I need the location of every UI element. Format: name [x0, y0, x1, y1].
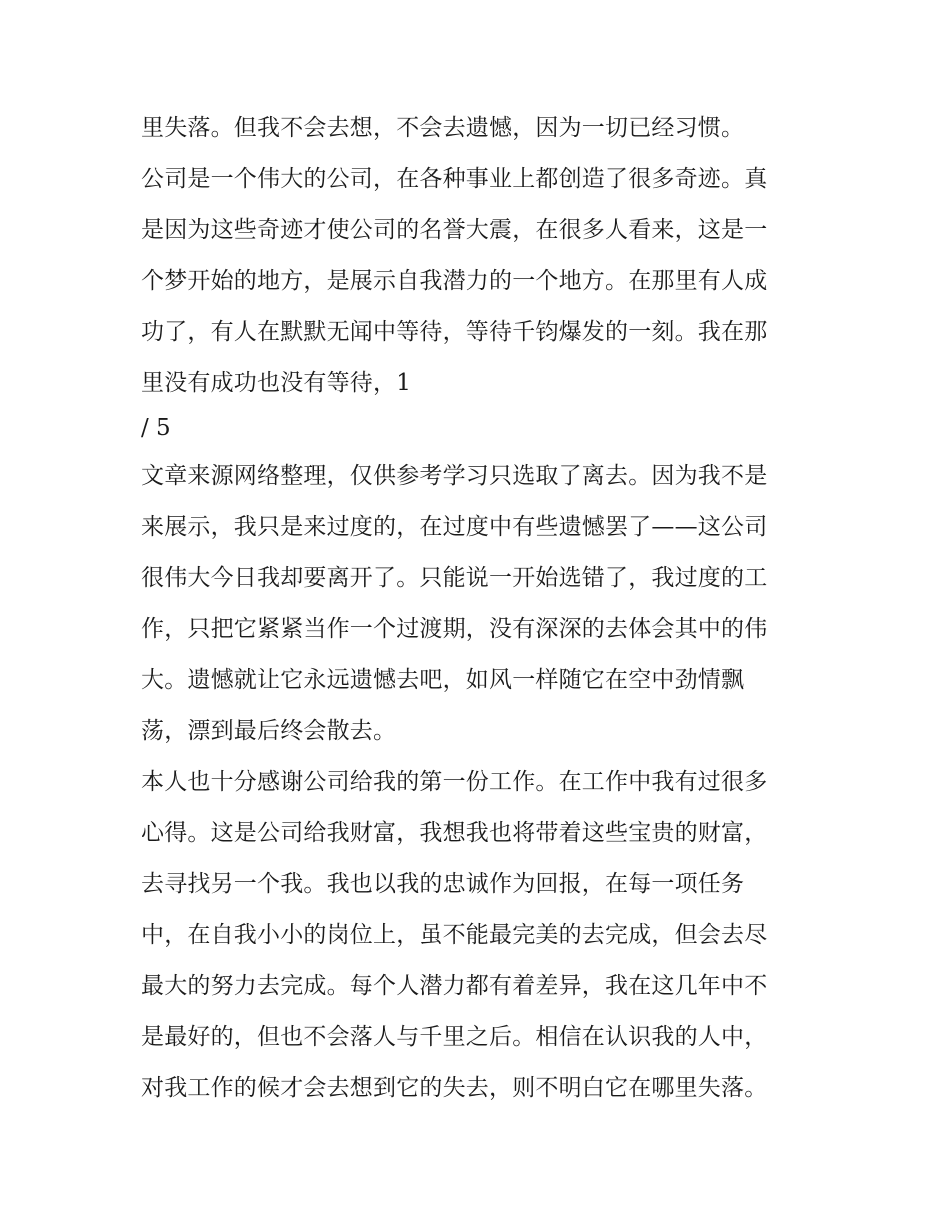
text-line: 荡，漂到最后终会散去。: [141, 718, 397, 744]
text-line: 是最好的，但也不会落人与千里之后。相信在认识我的人中，: [141, 1024, 768, 1050]
text-line: 去寻找另一个我。我也以我的忠诚作为回报，在每一项任务: [141, 871, 745, 897]
text-line: 很伟大今日我却要离开了。只能说一开始选错了，我过度的工: [141, 565, 768, 591]
page-number: / 5: [141, 415, 171, 441]
text-line: 最大的努力去完成。每个人潜力都有着差异，我在这几年中不: [141, 973, 768, 999]
text-line: 中，在自我小小的岗位上，虽不能最完美的去完成，但会去尽: [141, 922, 768, 948]
text-line: 文章来源网络整理，仅供参考学习只选取了离去。因为我不是: [141, 463, 768, 489]
text-line: 是因为这些奇迹才使公司的名誉大震，在很多人看来，这是一: [141, 217, 768, 243]
text-line: 本人也十分感谢公司给我的第一份工作。在工作中我有过很多: [141, 769, 768, 795]
text-line: 作，只把它紧紧当作一个过渡期，没有深深的去体会其中的伟: [141, 616, 768, 642]
text-line: 大。遗憾就让它永远遗憾去吧，如风一样随它在空中劲情飘: [141, 667, 745, 693]
text-block-top: [141, 103, 831, 409]
text-block-bottom: [141, 451, 831, 1114]
text-line: 里没有成功也没有等待，1: [141, 370, 412, 396]
text-line: 功了，有人在默默无闻中等待，等待千钧爆发的一刻。我在那: [141, 319, 768, 345]
text-line: 公司是一个伟大的公司，在各种事业上都创造了很多奇迹。真: [141, 166, 768, 192]
text-line: 里失落。但我不会去想，不会去遗憾，因为一切已经习惯。: [141, 115, 745, 141]
text-line: 个梦开始的地方，是展示自我潜力的一个地方。在那里有人成: [141, 268, 768, 294]
text-line: 心得。这是公司给我财富，我想我也将带着这些宝贵的财富，: [141, 820, 768, 846]
text-line: 对我工作的候才会去想到它的失去，则不明白它在哪里失落。: [141, 1075, 768, 1101]
text-line: 来展示，我只是来过度的，在过度中有些遗憾罢了——这公司: [141, 514, 768, 540]
